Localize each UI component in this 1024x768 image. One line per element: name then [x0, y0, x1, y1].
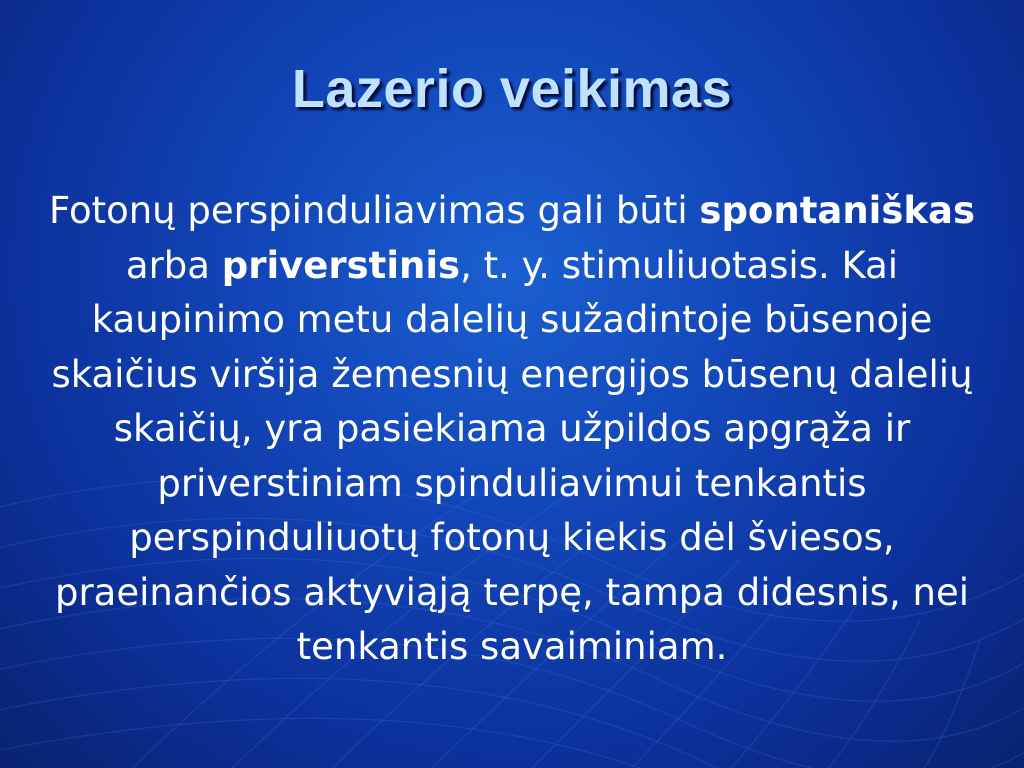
paragraph-text-3: , t. y. stimuliuotasis. Kai kaupinimo metu dalelių sužadintoje būsenoje skaičius viršija žemesnių energijos būsenų dalelių skaičių, yra pasiekiama užpildos apgrąža ir priverstiniam spinduliavimui tenkantis perspinduliuotų fotonų kiekis dėl šviesos, praeinančios aktyviąją terpę, tampa didesnis, nei tenkantis savaiminiam. [51, 243, 973, 668]
bold-term-spontaneous: spontaniškas [699, 189, 975, 232]
paragraph-text-2: arba [125, 243, 222, 287]
bold-term-stimulated: priverstinis [221, 243, 461, 287]
slide-body-paragraph [40, 184, 984, 675]
paragraph-text-1: Fotonų perspinduliavimas gali būti [48, 189, 700, 232]
slide-title: Lazerio veikimas [291, 59, 733, 119]
